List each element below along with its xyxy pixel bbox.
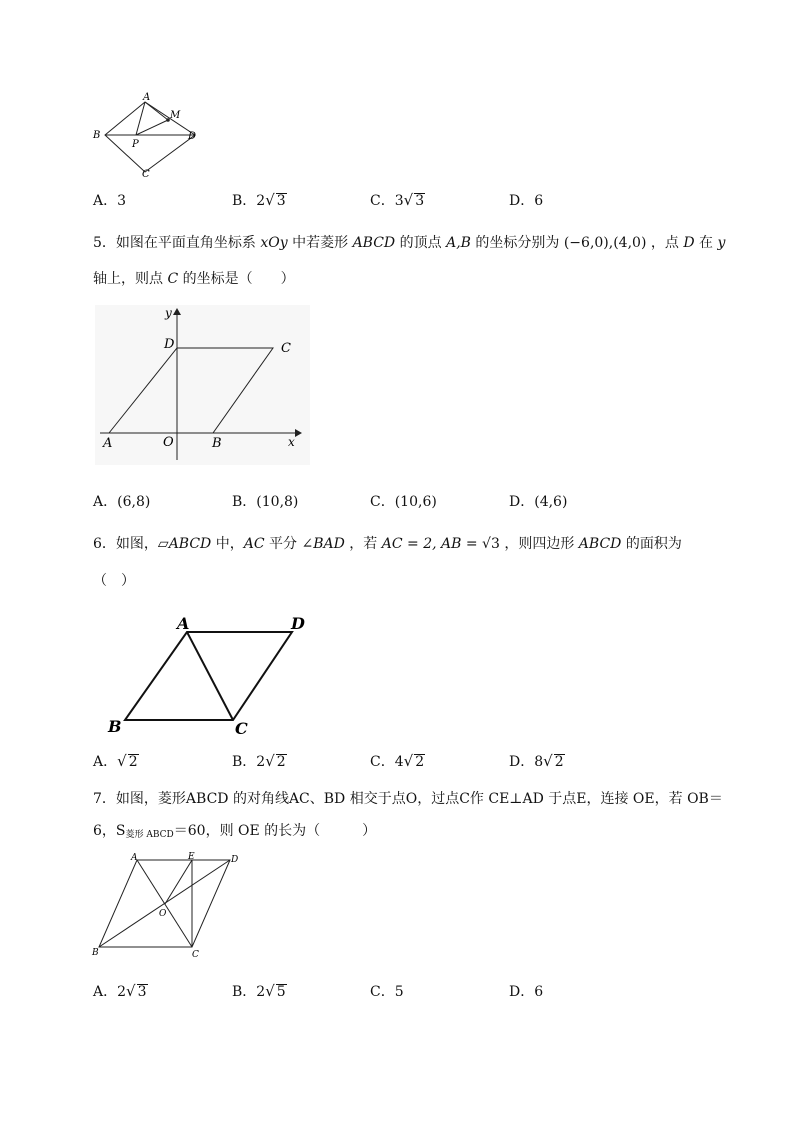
- q5-option-a: [93, 491, 150, 511]
- q5-stem-line1: [93, 232, 725, 252]
- q7-label-a: A: [131, 853, 138, 863]
- q5-option-d: [509, 491, 567, 511]
- option-radicand: 5: [276, 984, 286, 1000]
- option-value: 2: [256, 754, 266, 770]
- text-run: D: [683, 235, 695, 251]
- q6-figure: [105, 612, 320, 737]
- option-value: 2: [256, 193, 266, 209]
- option-value: 8: [534, 754, 544, 770]
- option-value: (4,6): [534, 494, 568, 510]
- text-run: 6．如图，: [93, 536, 158, 552]
- q7-segment-oe: [165, 860, 192, 904]
- q5-figure: [95, 305, 310, 465]
- q4-label-c: C: [142, 169, 150, 180]
- q7-option-d: [509, 981, 543, 1001]
- text-run: ∠BAD: [301, 536, 345, 552]
- option-label: A．: [93, 494, 118, 510]
- option-radicand: 2: [554, 754, 564, 770]
- q6-label-d: D: [291, 614, 305, 633]
- option-value: 5: [394, 984, 404, 1000]
- text-run: 中若菱形: [287, 235, 353, 251]
- option-radicand: 2: [415, 754, 425, 770]
- option-label: B．: [232, 193, 257, 209]
- q5-option-c: [370, 491, 437, 511]
- q7-stem-line2: [93, 820, 376, 840]
- option-label: A．: [93, 754, 118, 770]
- q5-label-o: O: [163, 435, 174, 450]
- option-value: (10,8): [256, 494, 299, 510]
- q7-label-o: O: [159, 909, 167, 919]
- option-value: 2: [117, 984, 127, 1000]
- text-run: 6，S: [93, 823, 126, 839]
- q6-option-b: B．2√ 2: [232, 752, 286, 770]
- option-value: (10,6): [394, 494, 437, 510]
- q7-stem-line1: 7．如图，菱形ABCD 的对角线AC、BD 相交于点O，过点C作 CE⊥AD 于点E，连接 OE，若 OB＝: [93, 791, 723, 807]
- q4-option-a: [93, 190, 126, 210]
- q4-option-d: [509, 190, 543, 210]
- text-run: 轴上，则点: [93, 271, 168, 287]
- q4-segment-pm: [136, 120, 168, 135]
- option-value: 2: [256, 984, 266, 1000]
- text-run: AC: [243, 536, 265, 552]
- text-run: 5．如图在平面直角坐标系: [93, 235, 261, 251]
- text-run: 平分: [264, 536, 302, 552]
- q6-diagonal-ac: [187, 632, 233, 720]
- option-label: C．: [370, 984, 395, 1000]
- q6-option-d: D．8√ 2: [509, 752, 564, 770]
- option-radicand: 3: [415, 193, 425, 209]
- option-label: C．: [370, 494, 395, 510]
- option-value: 6: [534, 193, 544, 209]
- q4-rhombus: [105, 102, 195, 172]
- q7-label-b: B: [92, 948, 99, 958]
- text-run: xOy: [260, 235, 288, 251]
- q4-option-b: B．2√ 3: [232, 191, 286, 209]
- text-run: C: [167, 271, 179, 287]
- text-run: ▱ABCD: [157, 536, 212, 552]
- option-value: 3: [394, 193, 404, 209]
- text-run: ＝60，则 OE 的长为（ ）: [173, 823, 377, 839]
- text-run: ABCD: [352, 235, 396, 251]
- q6-label-a: A: [177, 614, 190, 633]
- q4-label-m: M: [170, 110, 181, 121]
- q6-parallelogram: [125, 632, 292, 720]
- q5-label-c: C: [281, 341, 291, 356]
- q5-label-b: B: [212, 436, 222, 451]
- q7-label-e: E: [188, 852, 195, 862]
- text-run: ，若: [344, 536, 382, 552]
- q5-stem-line2: [93, 268, 295, 288]
- text-run: 中，: [211, 536, 244, 552]
- option-label: A．: [93, 193, 118, 209]
- option-label: B．: [232, 494, 257, 510]
- q7-diagonal-bd: [99, 860, 230, 947]
- text-run: √3: [482, 536, 500, 552]
- q7-label-c: C: [192, 950, 199, 960]
- subscript: 菱形 ABCD: [125, 830, 174, 840]
- q7-option-b: B．2√ 5: [232, 982, 286, 1000]
- q6-label-c: C: [235, 719, 248, 737]
- option-label: D．: [509, 494, 535, 510]
- text-run: ，点: [646, 235, 684, 251]
- q4-label-a: A: [143, 92, 151, 103]
- q5-label-y: y: [165, 306, 172, 320]
- text-run: ，则四边形: [499, 536, 579, 552]
- q4-label-d: D: [188, 131, 197, 142]
- q4-label-b: B: [93, 130, 101, 141]
- text-run: 在: [694, 235, 718, 251]
- text-run: (−6,0),(4,0): [563, 235, 647, 251]
- text-run: 的坐标是（ ）: [178, 271, 295, 287]
- q6-option-c: C．4√ 2: [370, 752, 425, 770]
- text-run: A,B: [446, 235, 471, 251]
- q7-option-c: [370, 981, 404, 1001]
- text-run: ABCD: [578, 536, 622, 552]
- option-radicand: 3: [137, 984, 147, 1000]
- q7-figure: [90, 850, 250, 965]
- option-value: 6: [534, 984, 544, 1000]
- option-label: B．: [232, 754, 257, 770]
- q7-option-a: A．2√ 3: [93, 982, 147, 1000]
- option-value: (6,8): [117, 494, 151, 510]
- option-label: C．: [370, 193, 395, 209]
- q5-label-x: x: [288, 435, 295, 449]
- q6-stem-line2: （ ）: [93, 573, 135, 589]
- option-label: D．: [509, 754, 535, 770]
- text-run: y: [717, 235, 726, 251]
- q6-stem-line1: [93, 533, 682, 553]
- text-run: AC = 2, AB =: [381, 536, 483, 552]
- text-run: 的顶点: [395, 235, 447, 251]
- q4-segment-ap: [136, 102, 145, 135]
- option-value: 4: [394, 754, 404, 770]
- q4-figure: [90, 90, 210, 180]
- text-run: 的坐标分别为: [470, 235, 564, 251]
- q4-label-p: P: [132, 139, 139, 150]
- option-label: B．: [232, 984, 257, 1000]
- q5-label-d: D: [164, 337, 175, 352]
- q7-label-d: D: [231, 855, 239, 865]
- q6-option-a: A．√ 2: [93, 752, 138, 770]
- q5-option-b: [232, 491, 298, 511]
- option-label: C．: [370, 754, 395, 770]
- text-run: 的面积为: [621, 536, 682, 552]
- option-radicand: 3: [276, 193, 286, 209]
- q5-label-a: A: [103, 436, 113, 451]
- option-label: D．: [509, 984, 535, 1000]
- option-label: A．: [93, 984, 118, 1000]
- option-label: D．: [509, 193, 535, 209]
- q6-label-b: B: [108, 717, 122, 736]
- option-radicand: 2: [128, 754, 138, 770]
- option-radicand: 2: [276, 754, 286, 770]
- q4-segment-am: [145, 102, 168, 120]
- option-value: 3: [117, 193, 127, 209]
- q4-option-c: C．3√ 3: [370, 191, 425, 209]
- q5-figure-background: [95, 305, 310, 465]
